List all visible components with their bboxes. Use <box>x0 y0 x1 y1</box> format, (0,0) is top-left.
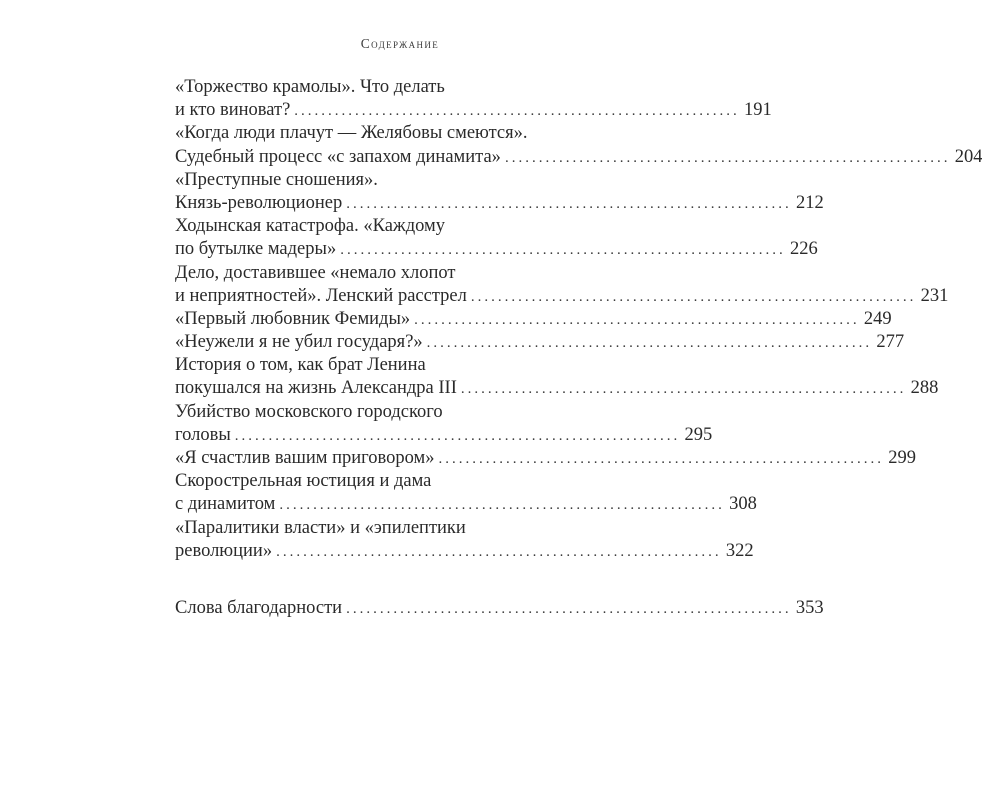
toc-entry <box>175 447 916 470</box>
toc-entry-text: с динамитом <box>175 494 276 515</box>
toc-entry-text: и неприятностей». Ленский расстрел <box>175 285 467 306</box>
toc-page-number: 353 <box>795 597 824 618</box>
dot-leader: .................................................................. <box>346 600 792 617</box>
toc-entry-text: Дело, доставившее «немало хлопот <box>175 262 456 283</box>
toc-entry-text: «Неужели я не убил государя?» <box>175 332 423 353</box>
toc-page-number: 191 <box>744 100 772 121</box>
dot-leader: .................................................................. <box>414 311 860 328</box>
toc-entry-text: революции» <box>175 540 273 561</box>
toc-page-number: 226 <box>789 239 818 260</box>
toc-entry-text: «Паралитики власти» и «эпилептики <box>175 517 466 538</box>
toc-entry <box>175 331 905 354</box>
dot-leader: .................................................................. <box>504 149 951 166</box>
toc-page-number: 277 <box>876 332 905 353</box>
toc-entry-text: История о том, как брат Ленина <box>175 355 426 376</box>
toc-entry-acknowledgements <box>175 597 824 620</box>
toc-entry-text: головы <box>175 424 231 445</box>
toc-entry <box>175 169 824 215</box>
dot-leader: .................................................................. <box>279 497 725 514</box>
dot-leader: .................................................................. <box>346 195 792 212</box>
toc-entry-text: Убийство московского городского <box>175 401 443 422</box>
page-header: Содержание <box>360 36 440 51</box>
toc-page-number: 249 <box>863 308 892 329</box>
toc-entry <box>175 470 757 516</box>
dot-leader: .................................................................. <box>276 543 722 560</box>
toc-entry-text: Судебный процесс «с запахом динамита» <box>175 146 501 167</box>
toc-entry-text: «Торжество крамолы». Что делать <box>175 77 445 97</box>
dot-leader: .................................................................. <box>470 288 917 305</box>
dot-leader: .................................................................. <box>438 451 884 467</box>
section-gap <box>175 563 595 597</box>
toc-entry <box>175 401 713 447</box>
toc-entry-text: «Я счастлив вашим приговором» <box>175 448 435 468</box>
toc-entry <box>175 122 982 168</box>
toc-page-number: 308 <box>729 494 757 515</box>
toc-entry-text: и кто виноват? <box>175 100 291 121</box>
toc-page-number: 295 <box>684 424 713 445</box>
toc-page-number: 212 <box>795 192 824 213</box>
dot-leader: .................................................................. <box>340 242 786 259</box>
toc-entry-text: по бутылке мадеры» <box>175 239 337 260</box>
toc-entry-text: «Когда люди плачут — Желябовы смеются». <box>175 123 528 144</box>
toc-entry <box>175 517 754 563</box>
dot-leader: .................................................................. <box>426 335 873 352</box>
toc-page-number: 322 <box>725 540 754 561</box>
toc-page-number: 231 <box>920 285 949 306</box>
toc-entry-text: Скорострельная юстиция и дама <box>175 471 432 492</box>
toc-page-number: 204 <box>954 146 982 167</box>
toc-entry-text: «Первый любовник Фемиды» <box>175 308 411 329</box>
dot-leader: .................................................................. <box>294 103 740 120</box>
toc-entry-text: покушался на жизнь Александра III <box>175 378 457 399</box>
toc-entry <box>175 215 818 261</box>
dot-leader: .................................................................. <box>460 381 907 398</box>
toc-entry-text: Князь-революционер <box>175 192 343 213</box>
toc-entry <box>175 354 939 400</box>
toc-page-number: 288 <box>910 378 939 399</box>
table-of-contents <box>175 76 982 620</box>
toc-entry-text: Ходынская катастрофа. «Каждому <box>175 216 445 237</box>
dot-leader: .................................................................. <box>234 427 681 444</box>
toc-entry <box>175 308 892 331</box>
toc-entry <box>175 262 949 308</box>
toc-entry-text: «Преступные сношения». <box>175 169 378 190</box>
toc-page-number: 299 <box>888 448 916 468</box>
toc-entry-text: Слова благодарности <box>175 597 343 618</box>
toc-entry <box>175 76 772 122</box>
